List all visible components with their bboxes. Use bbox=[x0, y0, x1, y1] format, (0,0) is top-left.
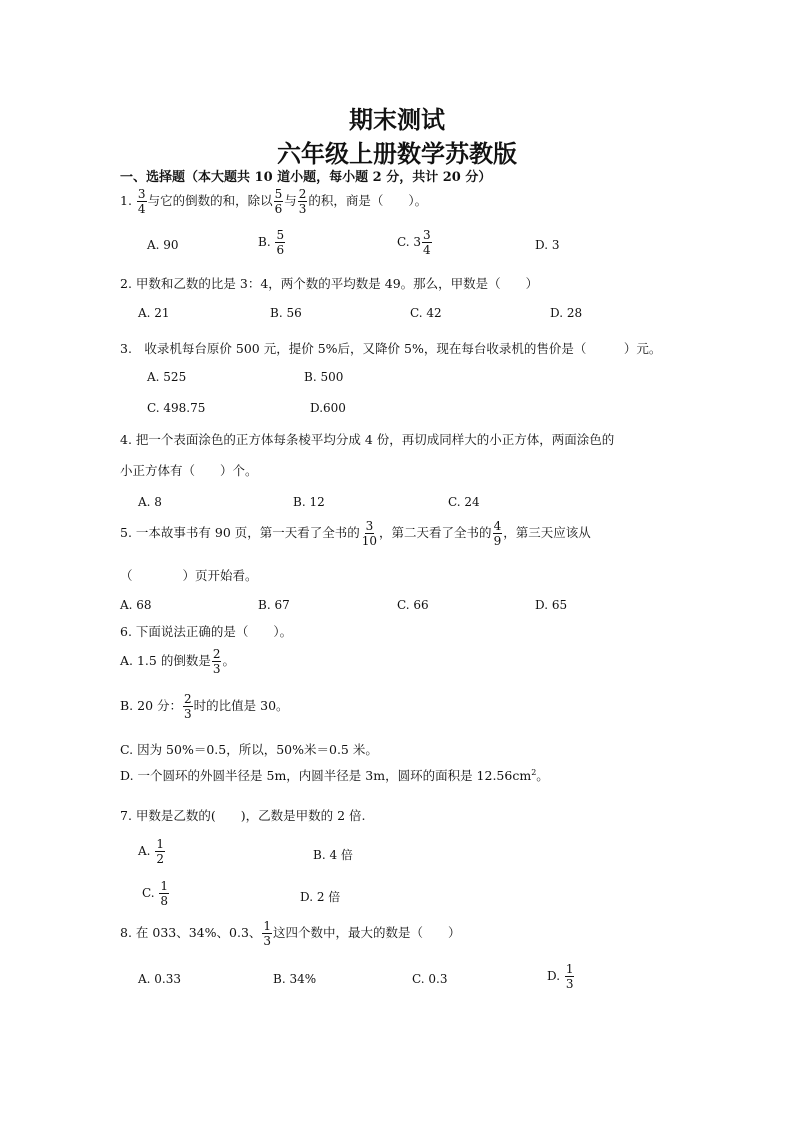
option-a: A. 21 bbox=[138, 306, 170, 320]
option-b: B. 56 bbox=[270, 306, 302, 320]
question-7: 7. 甲数是乙数的( )，乙数是甲数的 2 倍. bbox=[120, 808, 366, 823]
option-b: B. 20 分： $\frac{2}{3}$ 时的比值是 30。 bbox=[120, 692, 289, 721]
fraction: $\frac{1}{3}$ bbox=[263, 919, 272, 948]
question-text: 与它的倒数的和，除以 bbox=[147, 193, 273, 208]
fraction: $\frac{2}{3}$ bbox=[298, 187, 307, 216]
option-a: A. 0.33 bbox=[138, 972, 182, 986]
option-c: C. 因为 50%＝0.5，所以，50%米＝0.5 米。 bbox=[120, 742, 378, 757]
question-text: 与 bbox=[284, 193, 297, 208]
question-8: 8. 在 033、34%、0.3、 $\frac{1}{3}$ 这四个数中，最大的数是（ ） bbox=[120, 919, 461, 948]
section-heading: 一、选择题（本大题共 10 道小题，每小题 2 分，共计 20 分） bbox=[120, 170, 492, 185]
option-c: C. 66 bbox=[397, 598, 429, 612]
question-4: 4. 把一个表面涂色的正方体每条棱平均分成 4 份，再切成同样大的小正方体，两面涂色的 bbox=[120, 432, 615, 447]
page-title: 期末测试 bbox=[349, 105, 445, 134]
page-subtitle: 六年级上册数学苏教版 bbox=[277, 139, 517, 168]
option-a: A. 68 bbox=[120, 598, 152, 612]
option-a: A. 525 bbox=[147, 370, 187, 384]
option-b: B. 67 bbox=[258, 598, 290, 612]
option-d: D. 一个圆环的外圆半径是 5m，内圆半径是 3m，圆环的面积是 $12.56cm^2$。 bbox=[120, 767, 549, 783]
option-d: D. $\frac{1}{3}$ bbox=[547, 962, 574, 991]
option-d: D. 65 bbox=[535, 598, 568, 612]
fraction: $\frac{3}{4}$ bbox=[137, 187, 146, 216]
option-a: A. 8 bbox=[138, 495, 162, 509]
option-c: C. 3 $\frac{3}{4}$ bbox=[397, 228, 431, 257]
option-c: C. $\frac{1}{8}$ bbox=[142, 879, 169, 908]
option-d: D. 2 倍 bbox=[300, 890, 341, 904]
fraction: $\frac{2}{3}$ bbox=[212, 647, 221, 676]
option-a: A. $\frac{1}{2}$ bbox=[138, 837, 164, 866]
question-5: 5. 一本故事书有 90 页，第一天看了全书的 $\frac{3}{10}$ ，第二天看了全书的 $\frac{4}{9}$ ，第三天应该从 bbox=[120, 519, 591, 548]
fraction: $\frac{3}{10}$ bbox=[361, 519, 378, 548]
option-d: D. 3 bbox=[535, 238, 560, 252]
fraction: $\frac{5}{6}$ bbox=[274, 187, 283, 216]
option-c: C. 498.75 bbox=[147, 401, 206, 415]
fraction: $\frac{2}{3}$ bbox=[184, 692, 192, 721]
option-b: B. 500 bbox=[304, 370, 344, 384]
question-number: 1. bbox=[120, 193, 132, 208]
option-b: B. 34% bbox=[273, 972, 317, 986]
option-b: B. 4 倍 bbox=[313, 848, 353, 862]
option-a: A. 1.5 的倒数是 $\frac{2}{3}$ 。 bbox=[120, 647, 235, 676]
option-c: C. 0.3 bbox=[412, 972, 448, 986]
question-5-cont: （ ）页开始看。 bbox=[120, 568, 258, 583]
question-4-cont: 小正方体有（ ）个。 bbox=[120, 463, 258, 478]
option-a: A. 90 bbox=[147, 238, 179, 252]
option-b: B. 12 bbox=[293, 495, 325, 509]
option-b: B. $\frac{5}{6}$ bbox=[258, 228, 285, 257]
option-d: D.600 bbox=[310, 401, 346, 415]
question-text: 的积，商是（ ）。 bbox=[308, 193, 428, 208]
fraction: $\frac{4}{9}$ bbox=[493, 519, 502, 548]
option-d: D. 28 bbox=[550, 306, 583, 320]
option-c: C. 24 bbox=[448, 495, 480, 509]
question-6: 6. 下面说法正确的是（ ）。 bbox=[120, 624, 293, 639]
option-c: C. 42 bbox=[410, 306, 442, 320]
question-1 bbox=[120, 188, 427, 215]
question-3: 3. 收录机每台原价 500 元，提价 5%后，又降价 5%，现在每台收录机的售价是（ ）元。 bbox=[120, 341, 662, 356]
question-2: 2. 甲数和乙数的比是 3：4，两个数的平均数是 49。那么，甲数是（ ） bbox=[120, 276, 539, 291]
